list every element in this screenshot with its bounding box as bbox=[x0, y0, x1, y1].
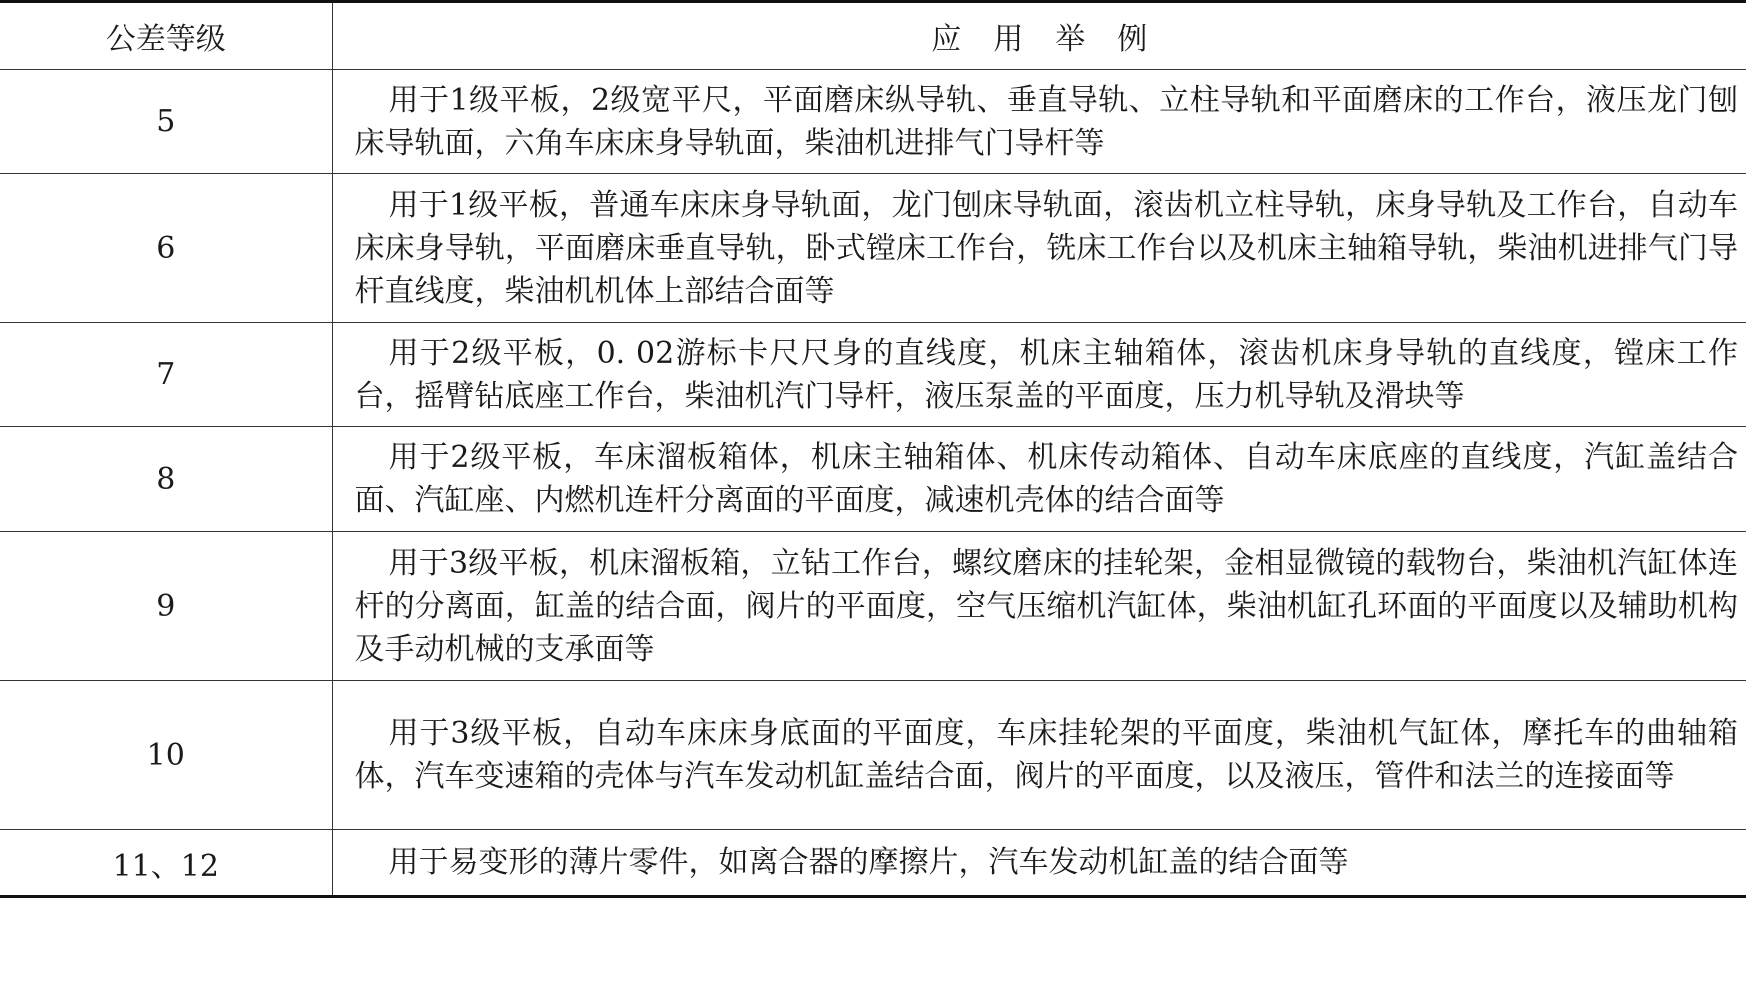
application-cell: 用于1级平板，普通车床床身导轨面，龙门刨床导轨面，滚齿机立柱导轨，床身导轨及工作台，自动车床床身导轨，平面磨床垂直导轨，卧式镗床工作台，铣床工作台以及机床主轴箱导轨，柴油机进排气门导杆直线度，柴油机机体上部结合面等 bbox=[332, 174, 1746, 323]
header-row bbox=[0, 2, 1746, 70]
table-body bbox=[0, 70, 1746, 897]
application-cell: 用于3级平板，自动车床床身底面的平面度，车床挂轮架的平面度，柴油机气缸体，摩托车的曲轴箱体，汽车变速箱的壳体与汽车发动机缸盖结合面，阀片的平面度，以及液压，管件和法兰的连接面等 bbox=[332, 681, 1746, 830]
application-cell: 用于2级平板，0. 02游标卡尺尺身的直线度，机床主轴箱体，滚齿机床身导轨的直线度，镗床工作台，摇臂钻底座工作台，柴油机汽门导杆，液压泵盖的平面度，压力机导轨及滑块等 bbox=[332, 323, 1746, 427]
grade-cell: 8 bbox=[0, 427, 332, 532]
grade-cell: 9 bbox=[0, 532, 332, 681]
table-row bbox=[0, 323, 1746, 427]
application-cell: 用于1级平板，2级宽平尺，平面磨床纵导轨、垂直导轨、立柱导轨和平面磨床的工作台，液压龙门刨床导轨面，六角车床床身导轨面，柴油机进排气门导杆等 bbox=[332, 70, 1746, 174]
header-grade: 公差等级 bbox=[0, 2, 332, 70]
header-application: 应用举例 bbox=[332, 2, 1746, 70]
table-row bbox=[0, 70, 1746, 174]
grade-cell: 10 bbox=[0, 681, 332, 830]
grade-cell: 6 bbox=[0, 174, 332, 323]
table-row bbox=[0, 830, 1746, 897]
table-header bbox=[0, 2, 1746, 70]
application-cell: 用于3级平板，机床溜板箱，立钻工作台，螺纹磨床的挂轮架，金相显微镜的载物台，柴油机汽缸体连杆的分离面，缸盖的结合面，阀片的平面度，空气压缩机汽缸体，柴油机缸孔环面的平面度以及辅助机构及手动机械的支承面等 bbox=[332, 532, 1746, 681]
grade-cell: 7 bbox=[0, 323, 332, 427]
grade-cell: 5 bbox=[0, 70, 332, 174]
table-row bbox=[0, 681, 1746, 830]
application-cell: 用于易变形的薄片零件，如离合器的摩擦片，汽车发动机缸盖的结合面等 bbox=[332, 830, 1746, 897]
table-row bbox=[0, 174, 1746, 323]
grade-cell: 11、12 bbox=[0, 830, 332, 897]
table-row bbox=[0, 427, 1746, 532]
application-cell: 用于2级平板，车床溜板箱体，机床主轴箱体、机床传动箱体、自动车床底座的直线度，汽缸盖结合面、汽缸座、内燃机连杆分离面的平面度，减速机壳体的结合面等 bbox=[332, 427, 1746, 532]
table-row bbox=[0, 532, 1746, 681]
